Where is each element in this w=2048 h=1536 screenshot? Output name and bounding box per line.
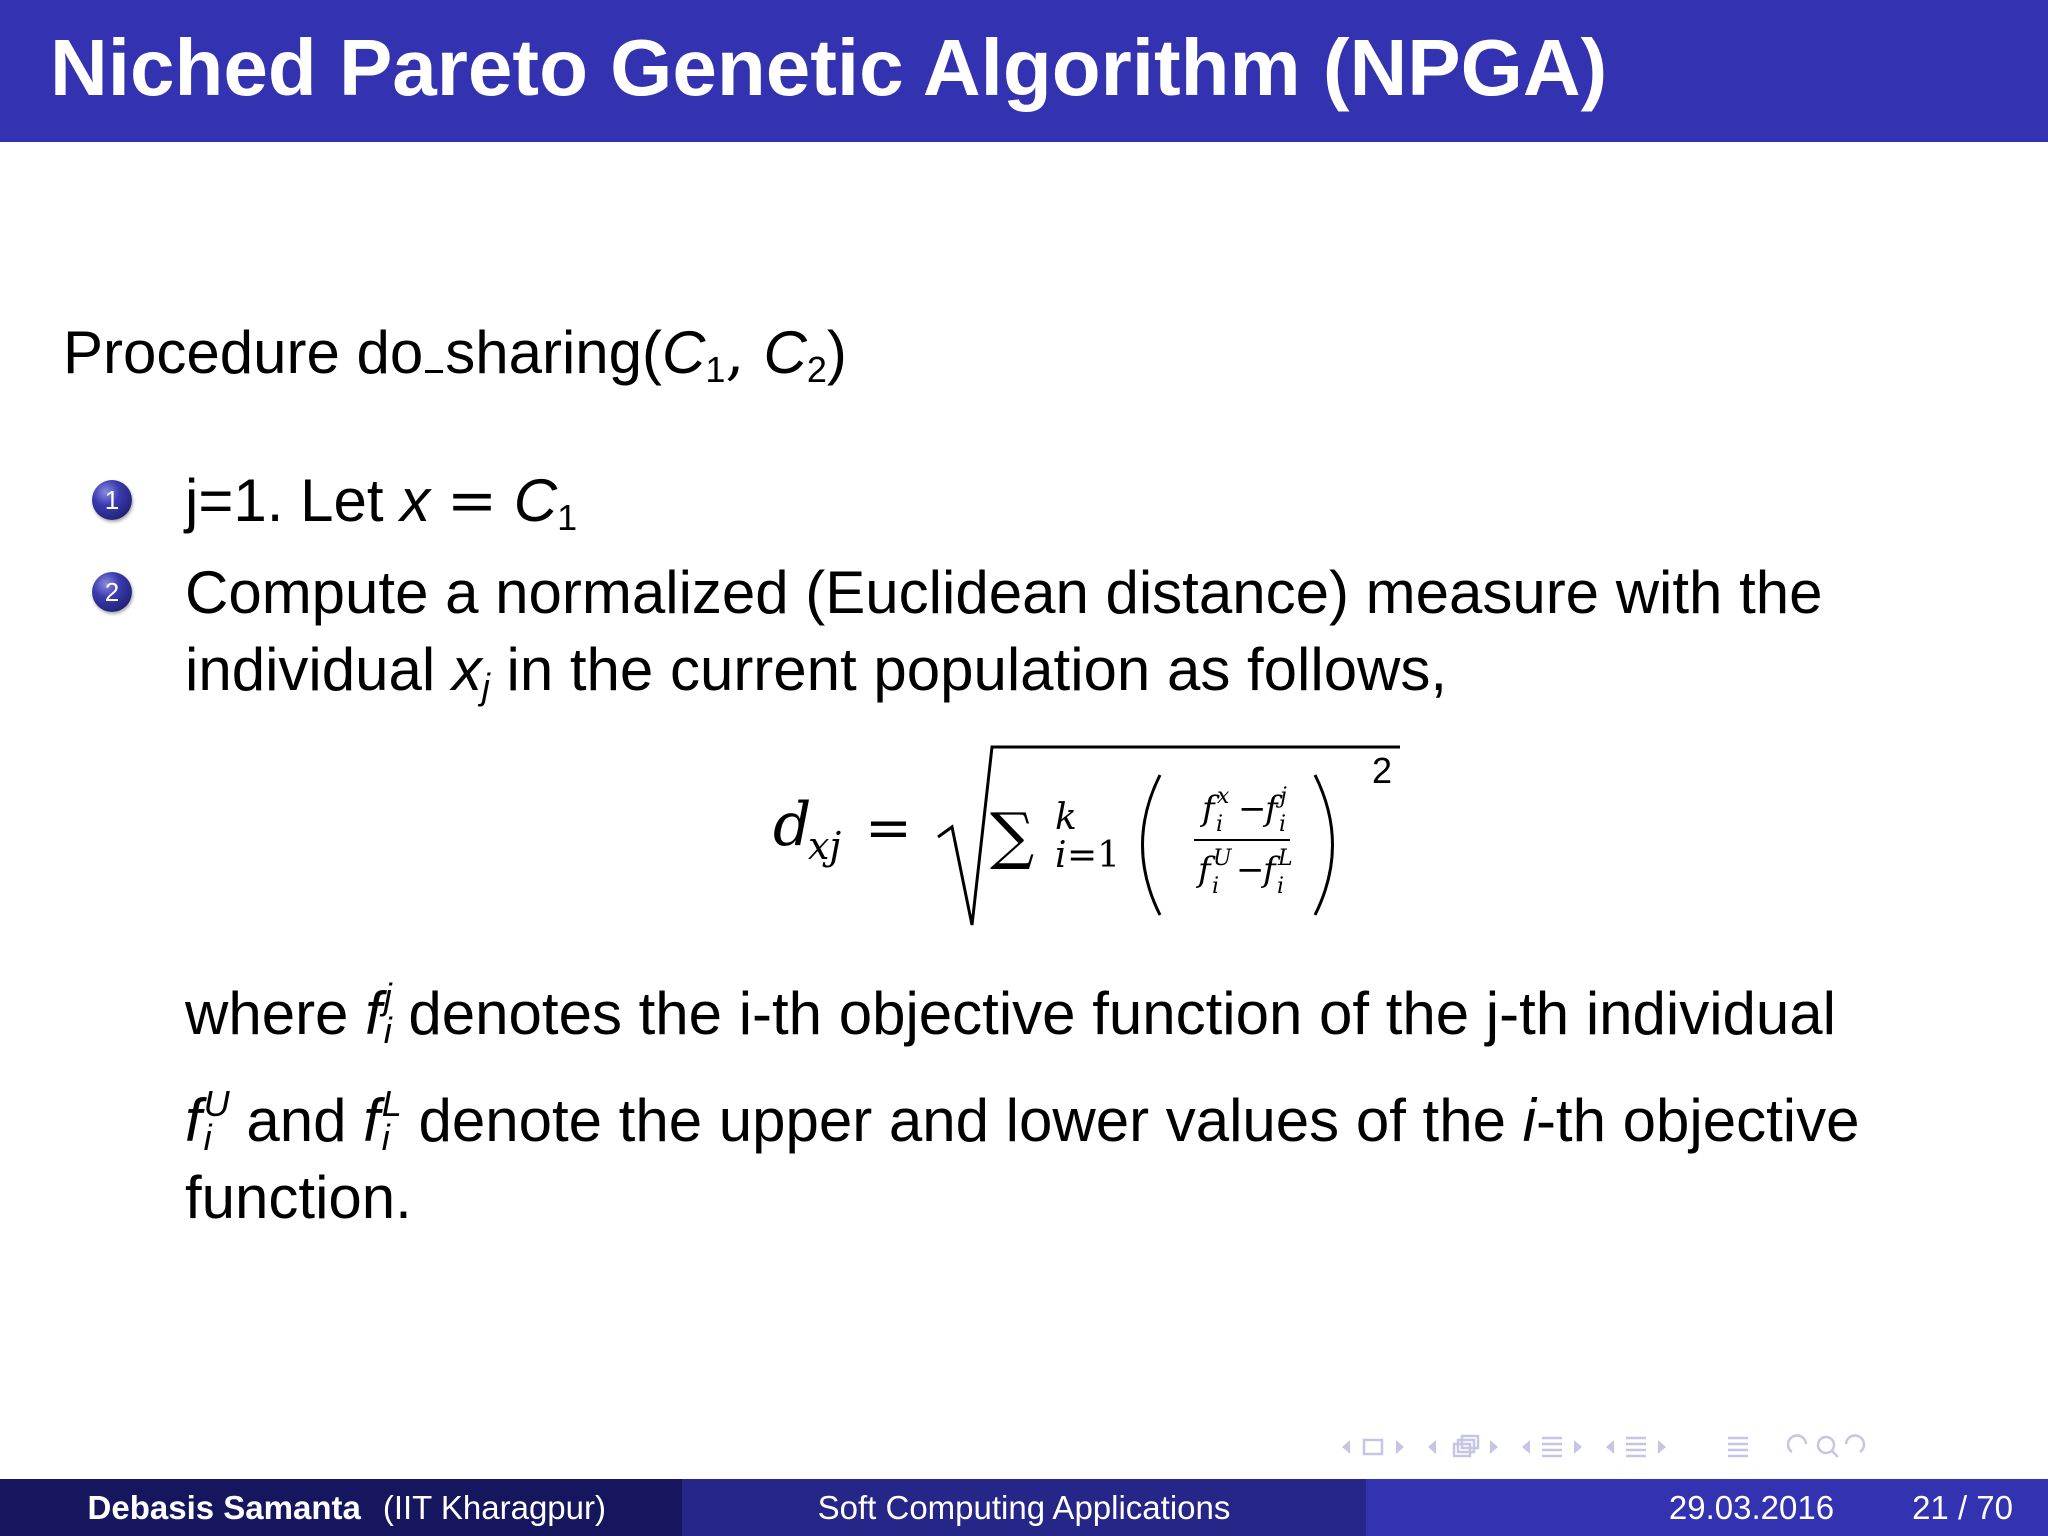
- underscore-glyph: [425, 336, 443, 373]
- section-icon[interactable]: [1454, 1436, 1478, 1456]
- step-1: [92, 462, 577, 556]
- svg-text:−: −: [1238, 789, 1267, 829]
- redo-icon[interactable]: [1846, 1436, 1864, 1452]
- svg-text:i: i: [1216, 812, 1224, 837]
- footer-date: 29.03.2016: [1668, 1488, 1835, 1526]
- distance-formula: [760, 735, 1410, 935]
- f-i-L-script: L i: [381, 1082, 402, 1159]
- svg-text:i: i: [1212, 874, 1220, 899]
- svg-text:i: i: [1055, 835, 1067, 876]
- svg-text:2: 2: [1372, 750, 1393, 791]
- where-line: where f j i denotes the i-th objective function of the j-th individual: [185, 975, 1836, 1052]
- footer-date-block: [1366, 1479, 2048, 1536]
- slide-title: Niched Pareto Genetic Algorithm (NPGA): [50, 23, 1608, 112]
- f-i-U-script: U i: [203, 1082, 230, 1159]
- subsection-icon[interactable]: [1542, 1438, 1562, 1456]
- svg-text:i: i: [1279, 812, 1287, 837]
- search-icon[interactable]: [1818, 1437, 1838, 1457]
- arrow-right-icon[interactable]: [1396, 1440, 1404, 1454]
- footer-affiliation: (IIT Kharagpur): [382, 1488, 606, 1526]
- footer-author-block: [0, 1479, 682, 1536]
- svg-text:=1: =1: [1067, 835, 1121, 876]
- arrow-left-icon[interactable]: [1342, 1440, 1350, 1454]
- beamer-navigation: [1330, 1432, 2030, 1462]
- svg-text:i: i: [1277, 874, 1285, 899]
- footer: [0, 1479, 2048, 1536]
- svg-text:f: f: [1265, 789, 1278, 829]
- svg-text:xj: xj: [808, 824, 842, 868]
- svg-text:j: j: [1280, 784, 1287, 809]
- enum-ball-icon: 2: [92, 572, 132, 612]
- footer-course-block: [682, 1479, 1366, 1536]
- svg-text:x: x: [1217, 784, 1230, 809]
- bounds-line-2: function.: [185, 1164, 412, 1231]
- svg-text:=: =: [865, 796, 912, 861]
- frame-icon[interactable]: [1364, 1440, 1382, 1454]
- subsubsection-icon[interactable]: [1626, 1438, 1646, 1456]
- svg-text:f: f: [1263, 850, 1276, 890]
- svg-text:L: L: [1278, 846, 1293, 871]
- procedure-label: Procedure do $sharing(C_1$, $C_2$): [63, 318, 847, 390]
- step-2: [92, 554, 1823, 725]
- f-i-j-script: j i: [383, 975, 392, 1052]
- align-icon[interactable]: [1728, 1438, 1748, 1456]
- svg-text:k: k: [1055, 797, 1077, 838]
- svg-text:f: f: [1202, 789, 1215, 829]
- svg-text:f: f: [1198, 850, 1211, 890]
- footer-author: Debasis Samanta: [87, 1488, 361, 1526]
- enum-ball-icon: 1: [92, 480, 132, 520]
- step-2-line2: individual $x_j$ in the current population as follows,: [185, 636, 1448, 707]
- procedure-heading: [63, 318, 847, 391]
- arrow-right-icon[interactable]: [1490, 1440, 1498, 1454]
- arrow-left-icon[interactable]: [1522, 1440, 1530, 1454]
- arrow-left-icon[interactable]: [1606, 1440, 1614, 1454]
- svg-text:∑: ∑: [990, 799, 1035, 872]
- svg-text:−: −: [1236, 850, 1265, 890]
- step-1-text: j=1. Let $x = C_1$: [185, 466, 578, 538]
- arrow-right-icon[interactable]: [1658, 1440, 1666, 1454]
- svg-text:d: d: [773, 790, 812, 860]
- step-2-line1: Compute a normalized (Euclidean distance) measure with the: [185, 559, 1823, 626]
- arrow-right-icon[interactable]: [1574, 1440, 1582, 1454]
- undo-icon[interactable]: [1788, 1436, 1806, 1452]
- bounds-line-1: f U i and f L i denote the upper and lower values of the i-th objective: [185, 1082, 1860, 1159]
- footer-page: 21 / 70: [1912, 1488, 2013, 1526]
- footer-course: Soft Computing Applications: [817, 1488, 1231, 1526]
- arrow-left-icon[interactable]: [1428, 1440, 1436, 1454]
- step-2-text: [185, 554, 1823, 725]
- svg-text:U: U: [1213, 846, 1232, 871]
